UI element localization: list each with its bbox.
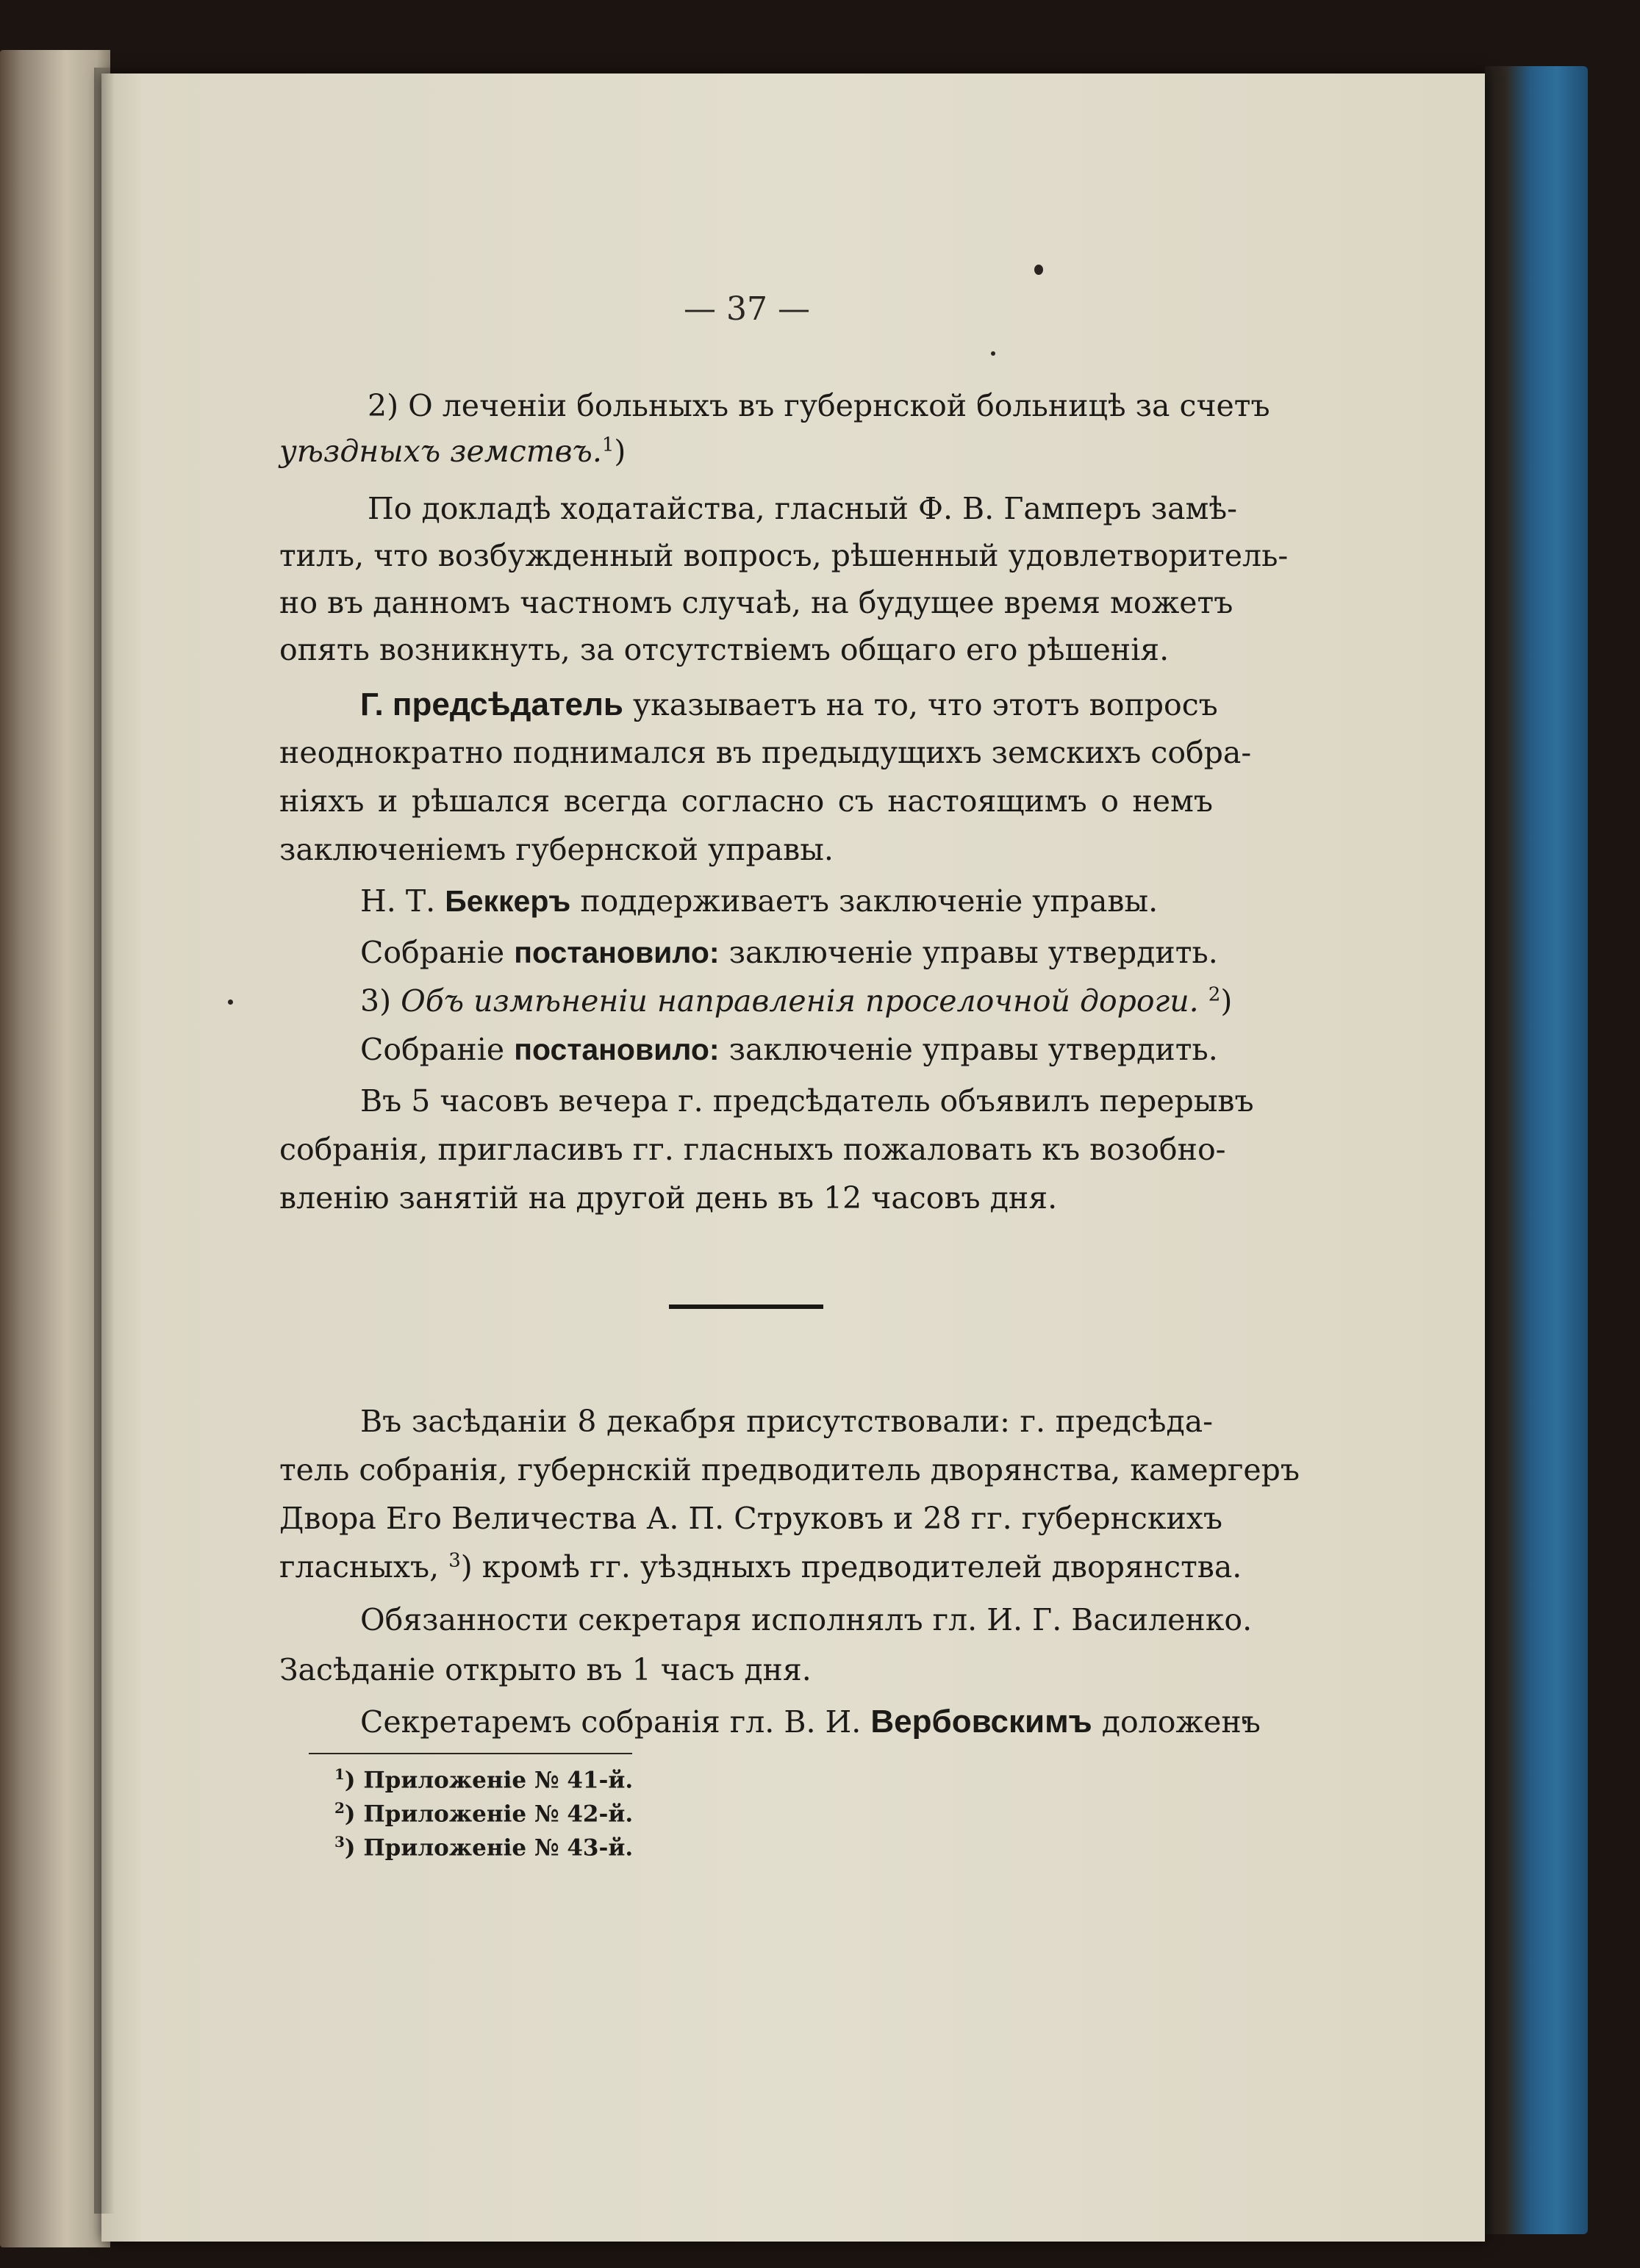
footnote-3: $^3$) Приложеніе № 43-й. — [334, 1833, 634, 1862]
ink-speck — [228, 1000, 233, 1005]
footnote-1: $^1$) Приложеніе № 41-й. — [334, 1765, 634, 1794]
paragraph-line: собранія, пригласивъ гг. гласныхъ пожаловать къ возобно- — [279, 1132, 1226, 1167]
opening-time-line: Засѣданіе открыто въ 1 часъ дня. — [279, 1652, 812, 1687]
agenda-item-2-title-line-1: 2) О леченіи больныхъ въ губернской больницѣ за счетъ — [368, 388, 1270, 423]
paragraph-line: ніяхъ и рѣшался всегда согласно съ настоящимъ о немъ — [279, 783, 1213, 819]
paragraph-line: неоднократно поднимался въ предыдущихъ земскихъ собра- — [279, 735, 1252, 770]
paragraph-line: вленію занятій на другой день въ 12 часовъ дня. — [279, 1180, 1058, 1216]
paragraph-line: По докладѣ ходатайства, гласный Ф. В. Гамперъ замѣ- — [368, 491, 1237, 526]
ink-speck — [1034, 265, 1043, 275]
resolution-line-2: Собраніе постановило: заключеніе управы утвердить. — [360, 1032, 1218, 1067]
paragraph-line-chairman: Г. предсѣдатель указываетъ на то, что этотъ вопросъ — [360, 686, 1218, 722]
paragraph-line: опять возникнуть, за отсутствіемъ общаго его рѣшенія. — [279, 632, 1170, 667]
session-paragraph-line: гласныхъ, $^3$) кромѣ гг. уѣздныхъ предводителей дворянства. — [279, 1549, 1242, 1585]
paragraph-line: Въ 5 часовъ вечера г. предсѣдатель объявилъ перерывъ — [360, 1083, 1254, 1119]
paragraph-line: тилъ, что возбужденный вопросъ, рѣшенный удовлетворитель- — [279, 538, 1289, 573]
session-paragraph-line: Въ засѣданіи 8 декабря присутствовали: г. предсѣда- — [360, 1404, 1213, 1439]
secretary-line: Обязанности секретаря исполнялъ гл. И. Г. Василенко. — [360, 1602, 1253, 1637]
section-divider — [669, 1305, 823, 1309]
session-paragraph-line: Двора Его Величества А. П. Струковъ и 28 гг. губернскихъ — [279, 1501, 1222, 1536]
resolution-line-1: Собраніе постановило: заключеніе управы утвердить. — [360, 935, 1218, 970]
spine-shadow — [94, 68, 115, 2214]
agenda-item-2-title-line-2: уѣздныхъ земствъ.$^1$) — [279, 434, 626, 469]
footnote-rule — [309, 1753, 632, 1754]
footnote-2: $^2$) Приложеніе № 42-й. — [334, 1799, 634, 1828]
ink-speck — [991, 351, 995, 356]
agenda-item-3-title: 3) Объ измѣненіи направленія проселочной дороги. $^2$) — [360, 983, 1233, 1019]
paragraph-line: но въ данномъ частномъ случаѣ, на будущее время можетъ — [279, 585, 1233, 620]
paragraph-line-bekker: Н. Т. Беккеръ поддерживаетъ заключеніе управы. — [360, 883, 1159, 919]
session-paragraph-line: тель собранія, губернскій предводитель дворянства, камергеръ — [279, 1452, 1300, 1488]
page-number: — 37 — — [684, 290, 810, 328]
report-line: Секретаремъ собранія гл. В. И. Вербовскимъ доложенъ — [360, 1704, 1261, 1740]
paragraph-line: заключеніемъ губернской управы. — [279, 832, 834, 867]
book-cover-edge — [1485, 66, 1588, 2234]
